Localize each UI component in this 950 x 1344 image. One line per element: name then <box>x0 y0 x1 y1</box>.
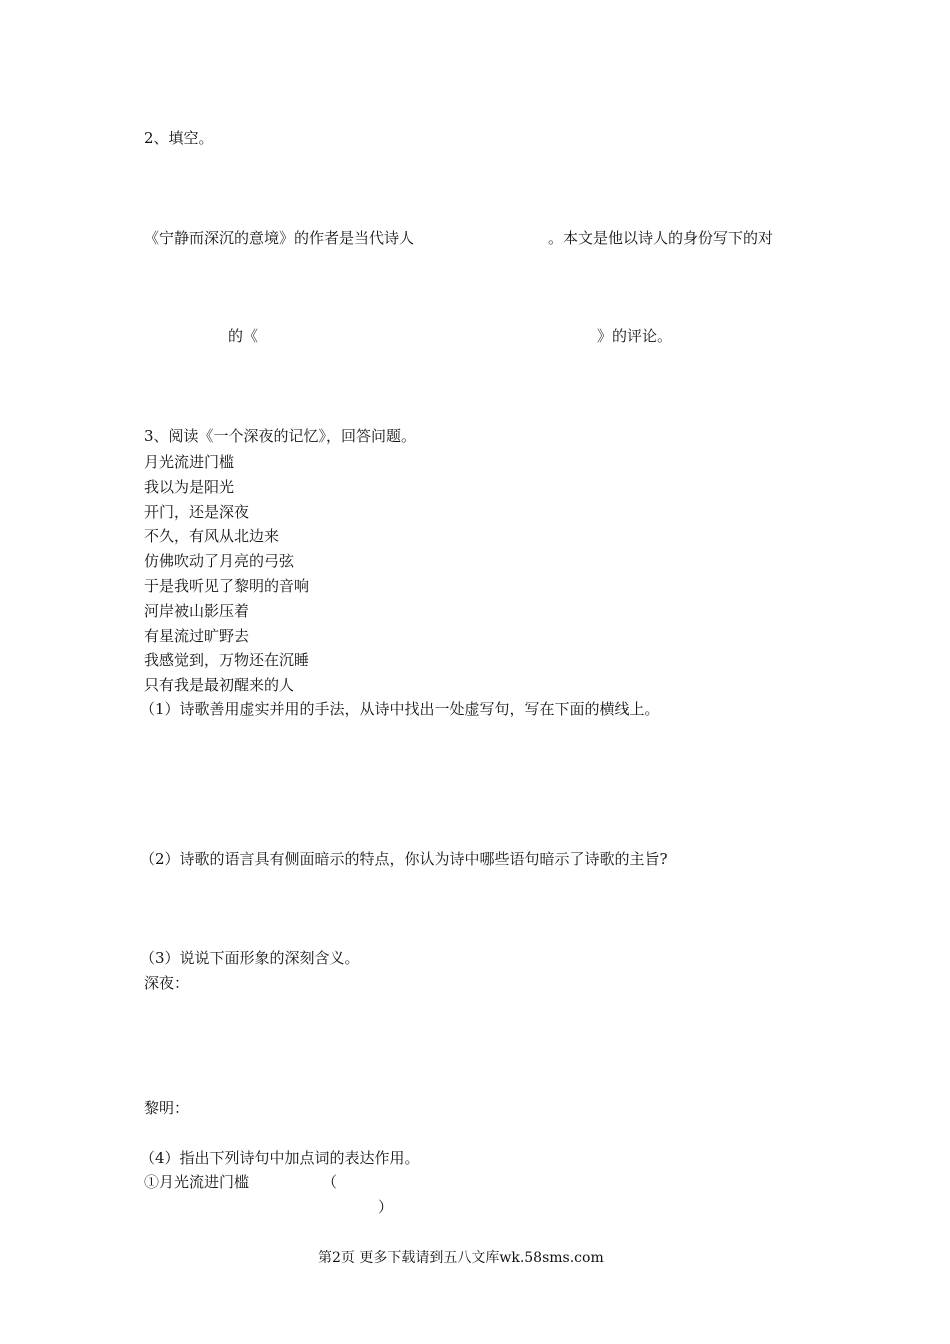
question-3-item-night: 深夜： <box>144 974 190 992</box>
poem-line: 只有我是最初醒来的人 <box>144 676 295 695</box>
poem-line: 我感觉到，万物还在沉睡 <box>144 651 310 670</box>
poem-line: 月光流进门槛 <box>144 453 235 471</box>
question-4-item-1: ①月光流进门槛 <box>144 1173 250 1191</box>
fill-line2-text-a: 的《 <box>228 327 259 345</box>
fill-line2-text-b: 》的评论。 <box>597 327 673 345</box>
poem-line: 我以为是阳光 <box>144 477 235 496</box>
question-2: （2）诗歌的语言具有侧面暗示的特点，你认为诗中哪些语句暗示了诗歌的主旨? <box>140 850 668 868</box>
question-4-open-paren: （ <box>322 1173 338 1191</box>
question-4: （4）指出下列诗句中加点词的表达作用。 <box>140 1149 420 1167</box>
page-footer: 第2页 更多下载请到五八文库wk.58sms.com <box>318 1250 604 1266</box>
fill-line1-text-b: 。本文是他以诗人的身份写下的对 <box>548 229 774 247</box>
question-3: （3）说说下面形象的深刻含义。 <box>140 949 360 967</box>
section2-heading: 2、填空。 <box>144 129 214 147</box>
poem-line: 不久，有风从北边来 <box>144 527 280 546</box>
poem <box>144 450 309 698</box>
section3-heading: 3、阅读《一个深夜的记忆》，回答问题。 <box>144 427 417 445</box>
question-1: （1）诗歌善用虚实并用的手法，从诗中找出一处虚写句，写在下面的横线上。 <box>140 700 660 718</box>
poem-line: 仿佛吹动了月亮的弓弦 <box>144 552 295 571</box>
poem-line: 开门，还是深夜 <box>144 502 250 521</box>
question-3-item-dawn: 黎明： <box>144 1099 190 1117</box>
poem-line: 有星流过旷野去 <box>144 626 250 645</box>
fill-line1-text-a: 《宁静而深沉的意境》的作者是当代诗人 <box>144 229 415 247</box>
poem-line: 河岸被山影压着 <box>144 601 250 620</box>
poem-line: 于是我听见了黎明的音响 <box>144 576 310 595</box>
question-4-close-paren: ） <box>378 1198 394 1216</box>
